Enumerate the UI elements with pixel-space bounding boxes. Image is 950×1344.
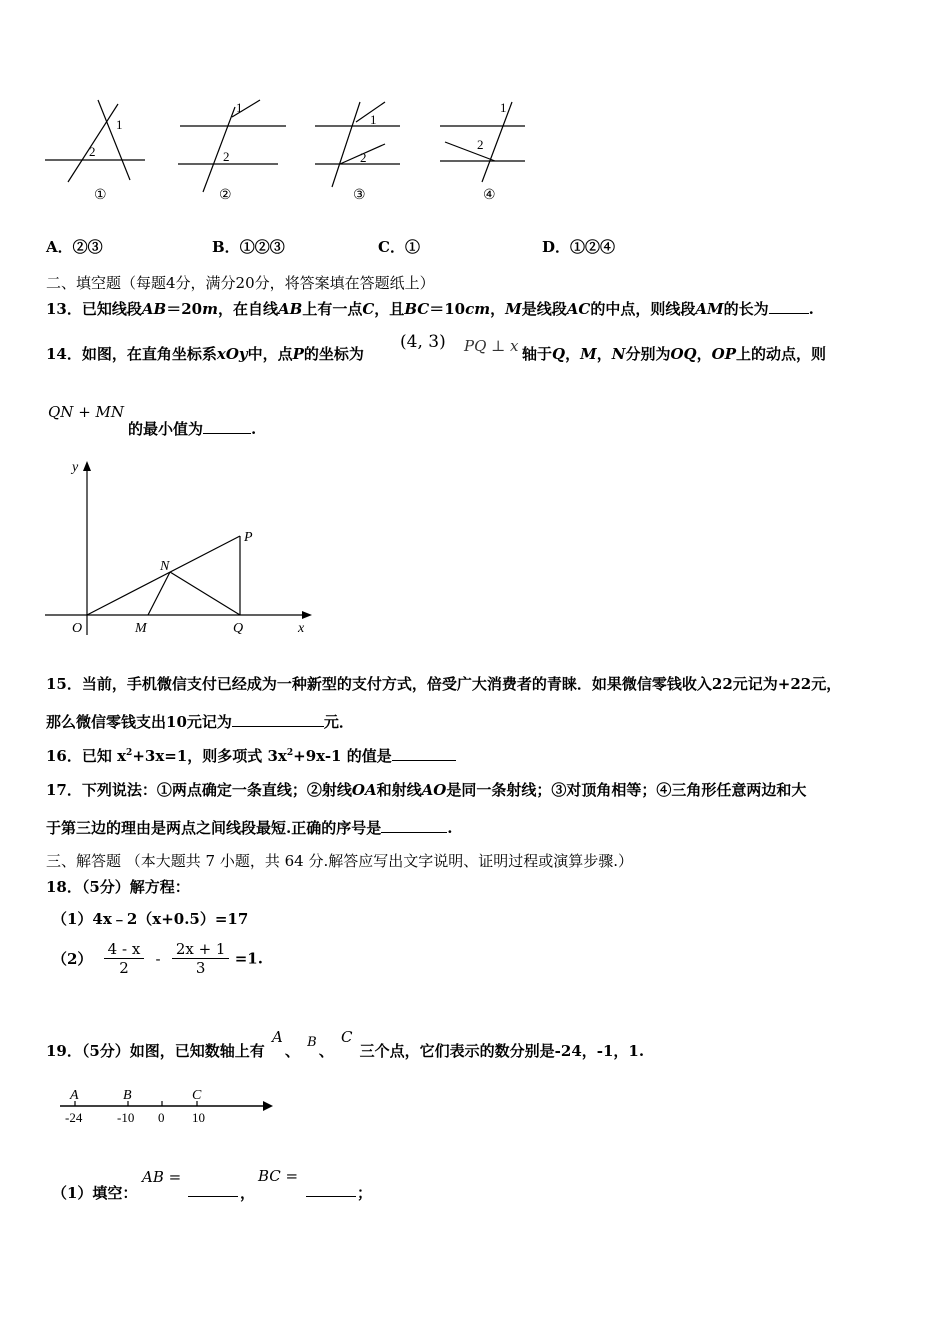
- fig4-label-1: 1: [500, 100, 507, 115]
- point-a-label: A: [272, 1028, 283, 1046]
- numline-tick-a: -24: [65, 1110, 83, 1125]
- fraction2-denominator: 3: [195, 959, 206, 977]
- question-19: 19．（5分）如图，已知数轴上有 A、 B 、 C 三个点，它们表示的数分别是-24，-1，1.: [46, 1028, 645, 1060]
- point-c-label: C: [340, 1028, 353, 1046]
- fig4-caption: ④: [483, 188, 496, 203]
- numline-tick-b: -10: [117, 1110, 135, 1125]
- answer-blank-14[interactable]: [203, 419, 251, 434]
- number-line: [55, 1082, 285, 1132]
- choice-c[interactable]: C．①: [378, 238, 420, 256]
- question-18-eq1: （1）4x﹣2（x+0.5）=17: [52, 910, 249, 928]
- fig1-label-2: 2: [89, 144, 96, 159]
- question-16: 16．已知 $x^2+3x=1$，则多项式 $3x^2+9x-1$ 的值是: [46, 745, 456, 766]
- choice-a[interactable]: A．②③: [46, 238, 103, 256]
- label-x: x: [298, 621, 305, 636]
- numline-label-a: A: [70, 1088, 79, 1103]
- semicolon: ；: [357, 1184, 373, 1202]
- label-q: Q: [233, 621, 244, 636]
- answer-blank-bc[interactable]: [306, 1182, 356, 1197]
- answer-blank-16[interactable]: [392, 746, 456, 761]
- section3-header: 三、解答题 （本大题共 7 小题，共 64 分.解答应写出文字说明、证明过程或演算步骤.）: [46, 852, 634, 870]
- bc-equals: BC =: [258, 1167, 299, 1185]
- expr-qn-mn: QN + MN: [48, 403, 125, 421]
- fig3-label-1: 1: [370, 112, 377, 127]
- question-17-line1: 17．下列说法：①两点确定一条直线；②射线OA和射线AO是同一条射线；③对顶角相等；④三角形任意两边和大: [46, 781, 807, 799]
- figure-1: [45, 100, 145, 182]
- label-o: O: [72, 621, 83, 636]
- numline-label-b: B: [123, 1088, 132, 1103]
- point-b-label: B: [307, 1035, 317, 1050]
- question-15-line2: 那么微信零钱支出10元记为 元．: [46, 713, 354, 731]
- question-14-line2: 的最小值为 .: [128, 420, 257, 438]
- fig1-label-1: 1: [116, 117, 123, 132]
- fraction1-numerator: 4 - x: [104, 940, 145, 959]
- angle-figures: [40, 92, 540, 207]
- fig1-caption: ①: [94, 188, 107, 203]
- minus-sign: -: [155, 949, 161, 968]
- choice-b[interactable]: B．①②③: [212, 238, 285, 256]
- question-13: 13．已知线段AB＝20m，在自线AB上有一点C，且BC＝10cm，M是线段AC的中点，则线段AM的长为 .: [46, 300, 814, 318]
- y-axis-arrow: [83, 461, 91, 471]
- question-18-eq2: （2） $\frac{4 - x}{2}$ - $\frac{2x + 1}{3}$ =1.: [52, 940, 263, 977]
- label-n: N: [160, 559, 170, 574]
- choice-d[interactable]: D．①②④: [542, 238, 616, 256]
- numline-label-c: C: [192, 1088, 202, 1103]
- comma: ，: [240, 1184, 256, 1202]
- figure-2: [178, 100, 286, 192]
- fraction1-denominator: 2: [119, 959, 129, 977]
- fig3-caption: ③: [353, 188, 366, 203]
- ab-equals: AB =: [142, 1168, 182, 1186]
- question-14-line1b: 轴于Q，M，N分别为OQ，OP上的动点，则: [522, 345, 826, 363]
- answer-blank-ab[interactable]: [188, 1182, 238, 1197]
- fig2-label-2: 2: [223, 149, 230, 164]
- fraction2-numerator: 2x + 1: [172, 940, 230, 959]
- segment-nq: [170, 572, 240, 615]
- answer-blank-13[interactable]: [769, 299, 809, 314]
- question-17-line2: 于第三边的理由是两点之间线段最短.正确的序号是 .: [46, 819, 453, 837]
- pq-perp-x: PQ ⊥ x: [464, 337, 519, 355]
- numline-tick-0: 0: [158, 1110, 165, 1125]
- x-axis-arrow: [302, 611, 312, 619]
- answer-blank-15[interactable]: [232, 712, 324, 727]
- fig2-caption: ②: [219, 188, 232, 203]
- answer-blank-17[interactable]: [381, 818, 447, 833]
- section2-header: 二、填空题（每题4分，满分20分，将答案填在答题纸上）: [46, 274, 435, 292]
- numline-tick-c: 10: [192, 1110, 205, 1125]
- fig4-label-2: 2: [477, 137, 484, 152]
- coordinate-4-3: (4, 3): [400, 332, 446, 352]
- question-15-line1: 15．当前，手机微信支付已经成为一种新型的支付方式，倍受广大消费者的青睐．如果微信零钱收入22元记为+22元，: [46, 675, 842, 693]
- question-18-title: 18．（5分）解方程：: [46, 878, 190, 896]
- label-y: y: [72, 460, 79, 475]
- question-14-line1: 14．如图，在直角坐标系xOy中，点P的坐标为: [46, 345, 364, 363]
- segment-op: [87, 536, 240, 615]
- label-m: M: [135, 621, 147, 636]
- fig2-label-1: 1: [236, 100, 243, 115]
- label-p: P: [244, 530, 253, 545]
- figure-3: [315, 102, 400, 187]
- coordinate-figure: [40, 455, 320, 640]
- fig3-label-2: 2: [360, 150, 367, 165]
- question-19-part1: （1）填空：: [52, 1184, 138, 1202]
